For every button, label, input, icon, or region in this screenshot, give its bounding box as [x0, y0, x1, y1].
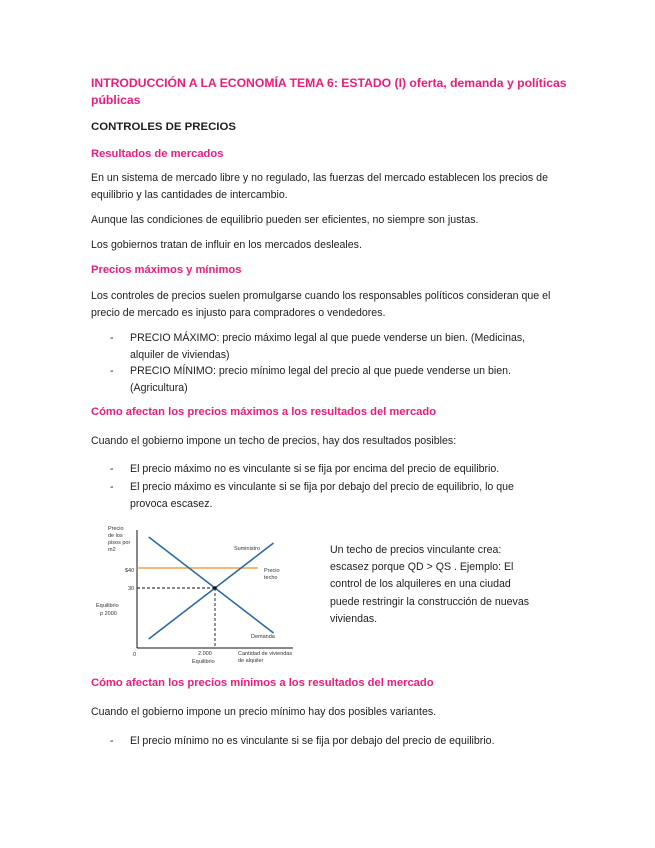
y-axis-title-3: pisos por — [108, 540, 131, 546]
chart-caption: Un techo de precios vinculante crea: escasez porque QD > QS . Ejemplo: El control de los alquileres en una ciudad puede restringir la construcción de nuevas viviendas. — [330, 544, 530, 625]
section-heading: CONTROLES DE PRECIOS — [91, 121, 236, 133]
bullet-dash: - — [110, 332, 114, 344]
origin-label: 0 — [133, 652, 137, 658]
ceiling-label-2: techo — [264, 575, 278, 581]
document-title: INTRODUCCIÓN A LA ECONOMÍA TEMA 6: ESTADO (I) oferta, demanda y políticas públicas — [91, 76, 567, 107]
paragraph-precio-minimo: Cuando el gobierno impone un precio mínimo hay dos posibles variantes. — [91, 706, 437, 718]
ceiling-tick-label: $40 — [125, 568, 135, 574]
bullet-dash: - — [110, 463, 114, 475]
supply-label: Suministro — [234, 546, 260, 552]
equilibrium-point — [213, 586, 217, 590]
equilibrium-price-label-2: p 2000 — [100, 611, 117, 617]
paragraph-controles: Los controles de precios suelen promulgarse cuando los responsables políticos consideran que el precio de mercado es injusto para compradores o vendedores. — [91, 290, 551, 319]
equilibrium-tick-label: 30 — [128, 586, 135, 592]
paragraph-gobiernos: Los gobiernos tratan de influir en los mercados desleales. — [91, 239, 362, 251]
demand-label: Demanda — [251, 634, 275, 640]
y-axis-title-2: de los — [108, 533, 123, 539]
y-axis-title-1: Precio — [108, 526, 124, 532]
paragraph-equilibrio: Aunque las condiciones de equilibrio pueden ser eficientes, no siempre son justas. — [91, 214, 479, 226]
supply-curve — [149, 543, 274, 639]
heading-precios-max-min: Precios máximos y mínimos — [91, 264, 242, 276]
list-item: - PRECIO MÍNIMO: precio mínimo legal del precio al que puede venderse un bien. (Agricultura) — [110, 365, 511, 394]
paragraph-mercado-libre: En un sistema de mercado libre y no regulado, las fuerzas del mercado establecen los precios de equilibrio y las cantidades de intercambio. — [91, 172, 548, 201]
bullet-dash: - — [110, 481, 114, 493]
ceiling-label-1: Precio — [264, 568, 280, 574]
list-item: - PRECIO MÁXIMO: precio máximo legal al que puede venderse un bien. (Medicinas, alquiler de viviendas) — [110, 332, 526, 361]
list-item: - El precio máximo no es vinculante si se fija por encima del precio de equilibrio. — [110, 461, 550, 478]
list-item: - El precio máximo es vinculante si se fija por debajo del precio de equilibrio, lo que provoca escasez. — [110, 481, 514, 510]
heading-precios-maximos: Cómo afectan los precios máximos a los resultados del mercado — [91, 406, 437, 418]
quantity-tick-label: 2.000 — [198, 651, 212, 657]
quantity-equilibrium-label: Equilibrio — [192, 659, 215, 665]
heading-precios-minimos: Cómo afectan los precios mínimos a los resultados del mercado — [91, 677, 434, 689]
paragraph-techo: Cuando el gobierno impone un techo de precios, hay dos resultados posibles: — [91, 435, 457, 447]
price-ceiling-chart — [88, 520, 328, 680]
bullet-dash: - — [110, 735, 114, 747]
equilibrium-price-label-1: Equilibrio — [96, 603, 119, 609]
x-axis-title-1: Cantidad de viviendas — [238, 651, 293, 657]
x-axis-title-2: de alquiler — [238, 658, 264, 664]
heading-resultados: Resultados de mercados — [91, 148, 224, 160]
list-item: - El precio mínimo no es vinculante si se fija por debajo del precio de equilibrio. — [110, 733, 550, 750]
y-axis-title-4: m2 — [108, 547, 116, 553]
bullet-dash: - — [110, 365, 114, 377]
